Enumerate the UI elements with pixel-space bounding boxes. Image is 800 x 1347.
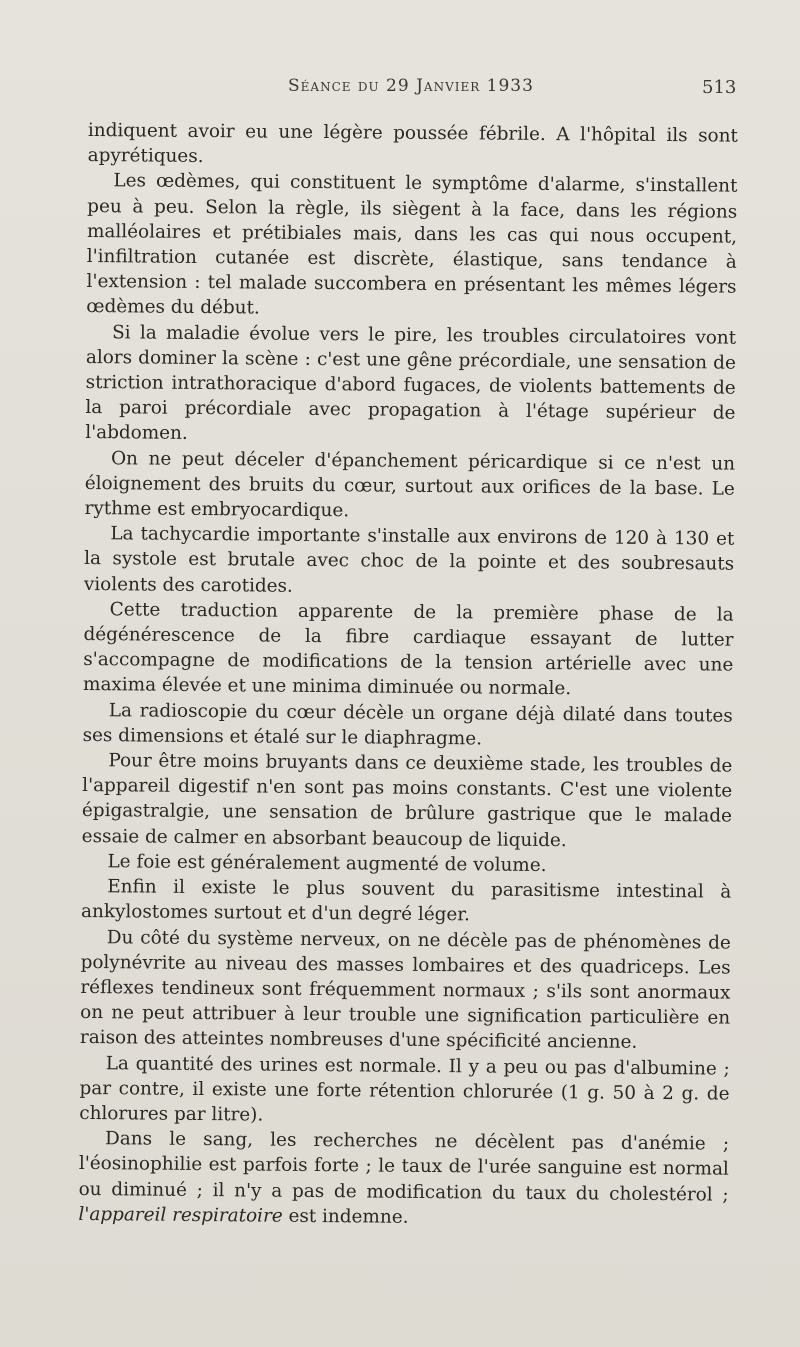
paragraph: indiquent avoir eu une légère poussée fébrile. A l'hôpital ils sont apyrétiques. — [87, 119, 738, 168]
paragraph-end: est indemne. — [282, 1205, 409, 1228]
paragraph: Cette traduction apparente de la première phase de la dégénérescence de la fibre cardiaque essayant de lutter s'accompagne de modifications de la tension artérielle avec une maxima élevée et une minima diminuée ou normale. — [82, 599, 734, 700]
running-head: Séance du 29 Janvier 1933 — [288, 76, 534, 96]
paragraph: Les œdèmes, qui constituent le symptôme d'alarme, s'installent peu à peu. Selon la règle, ils siègent à la face, dans les régions malléolaires et prétibiales mais, dans les cas qui nous occupent, l'infiltration cutanée est discrète, élastique, sans tendance à l'extension : tel malade succombera en présentant les mêmes légers œdèmes du début. — [86, 170, 738, 319]
paragraph: Enfin il existe le plus souvent du parasitisme intestinal à ankylostomes surtout et d'un degré léger. — [80, 876, 732, 926]
paragraph: Pour être moins bruyants dans ce deuxième stade, les troubles de l'appareil digestif n'en sont pas moins constants. C'est une violente épigastralgie, une sensation de brûlure gastrique que le malade essaie de calmer en absorbant beaucoup de liquide. — [81, 750, 733, 851]
paragraph: La quantité des urines est normale. Il y a peu ou pas d'albumine ; par contre, il existe une forte rétention chlorurée (1 g. 50 à 2 g. de chlorures par litre). — [79, 1052, 730, 1126]
italic-phrase: l'appareil respiratoire — [78, 1203, 283, 1227]
last-paragraph — [78, 1126, 729, 1232]
paragraph: La tachycardie importante s'installe aux environs de 120 à 130 et la systole est brutale avec choc de la pointe et des soubresauts violents des carotides. — [83, 523, 735, 597]
paragraph: On ne peut déceler d'épanchement péricardique si ce n'est un éloignement des bruits du cœur, surtout aux orifices de la base. Le rythme est embryocardique. — [84, 447, 736, 522]
paragraph: Du côté du système nerveux, on ne décèle pas de phénomènes de polynévrite au niveau des masses lombaires et des quadriceps. Les réflexes tendineux sont fréquemment normaux ; s'ils sont anormaux on ne peut attribuer à leur trouble une signification particulière en raison des atteintes nombreuses d'une spécificité ancienne. — [79, 926, 731, 1054]
paragraph: La radioscopie du cœur décèle un organe déjà dilaté dans toutes ses dimensions et étalé sur le diaphragme. — [82, 699, 733, 750]
paragraph-text: Dans le sang, les recherches ne décèlent pas d'anémie ; l'éosinophilie est parfois forte ; le taux de l'urée sanguine est normal ou diminué ; il n'y a pas de modification du taux du cholestérol ; — [78, 1128, 730, 1206]
body-text — [78, 118, 738, 1233]
paragraph: Le foie est généralement augmenté de volume. — [107, 851, 547, 876]
page-number: 513 — [702, 77, 737, 98]
page-header — [0, 76, 800, 100]
paragraph: Si la maladie évolue vers le pire, les troubles circulatoires vont alors dominer la scène : c'est une gêne précordiale, une sensation de striction intrathoracique d'abord fugaces, de violents battements de la paroi précordiale avec propagation à l'étage supérieur de l'abdomen. — [85, 321, 737, 445]
